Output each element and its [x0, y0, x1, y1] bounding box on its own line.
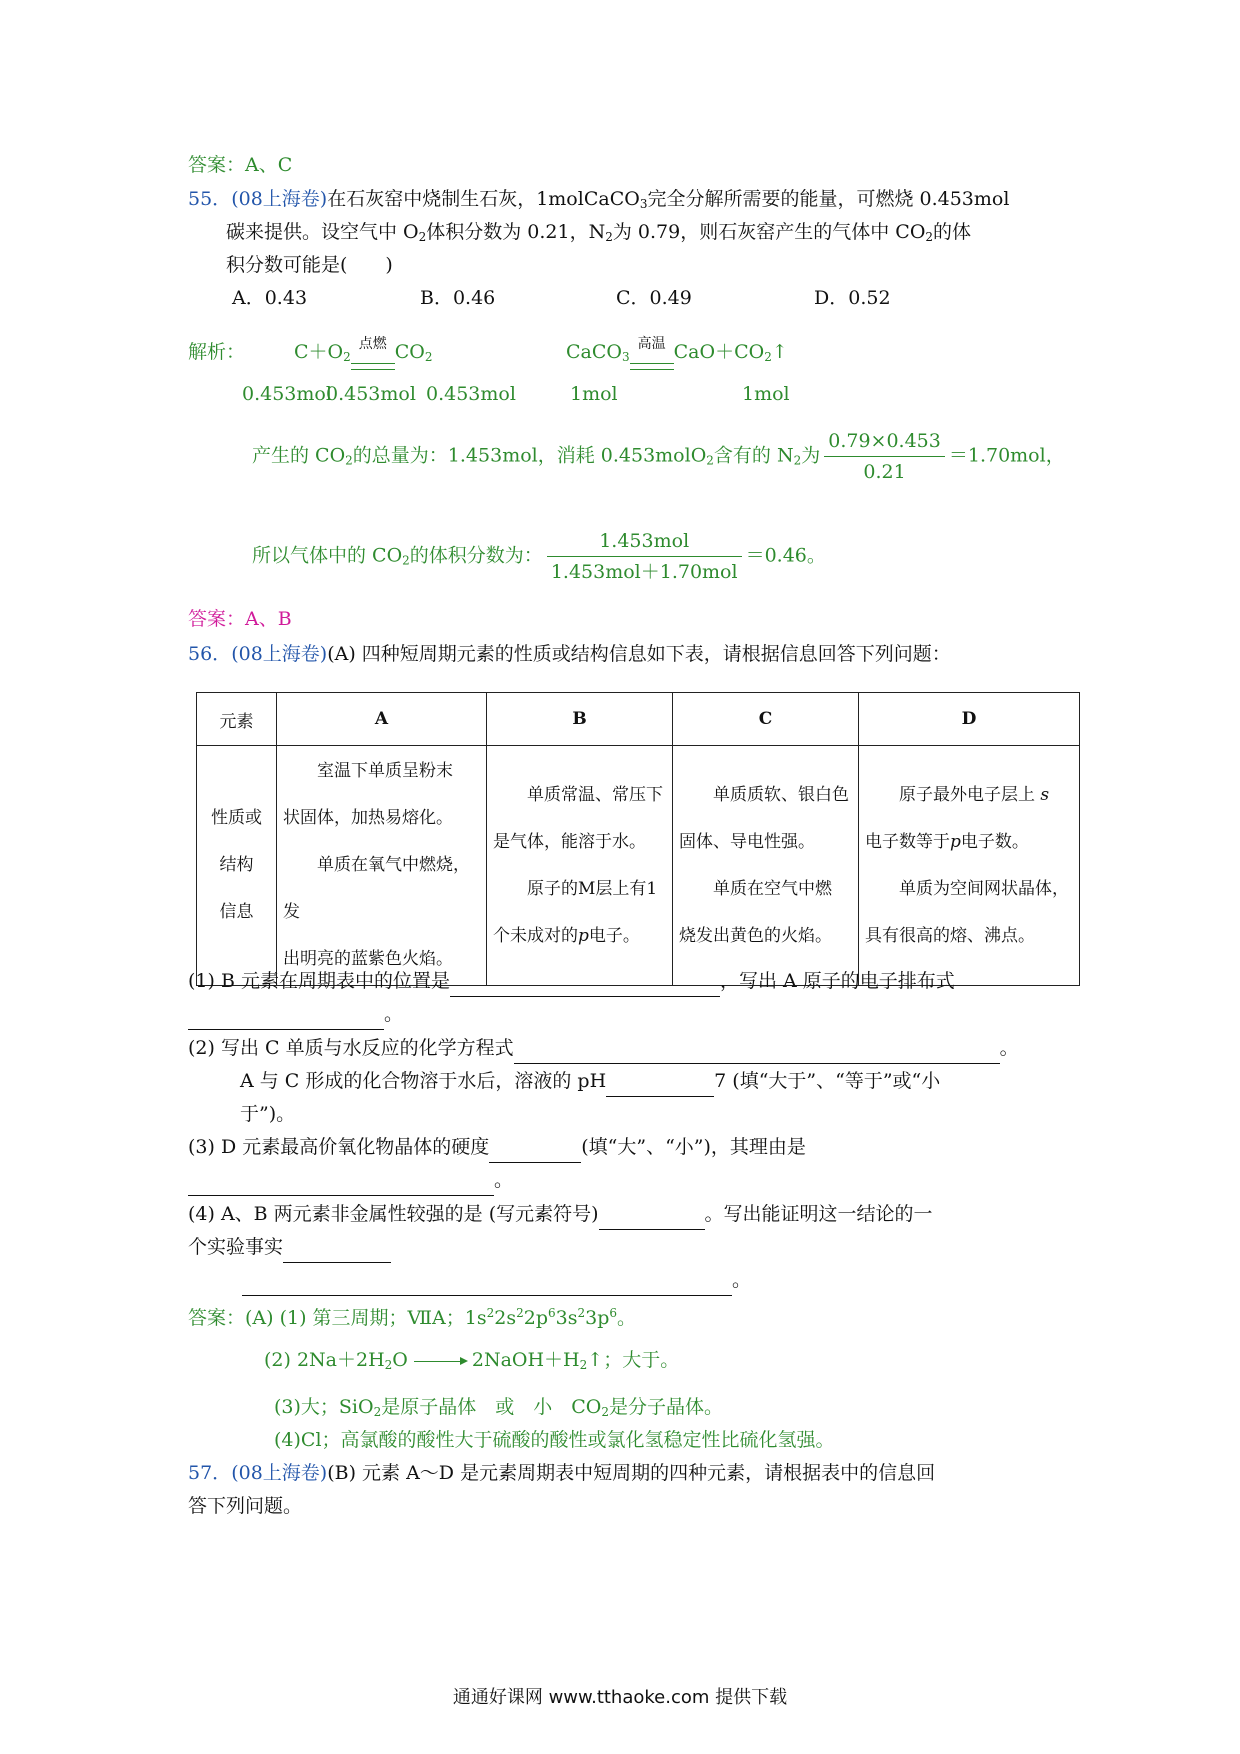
sub-2: 2 [343, 350, 351, 364]
q55-option-d: D．0.52 [814, 287, 891, 309]
answer-text: (2) 2Na＋2H [264, 1349, 385, 1371]
reaction-1 [294, 336, 433, 370]
q57-stem-2: 答下列问题。 [188, 1495, 303, 1517]
fraction-numerator: 1.453mol [599, 530, 690, 552]
q56-source: (08上海卷) [231, 643, 328, 665]
sub-3: 3 [621, 350, 630, 364]
answer-blank[interactable] [188, 1003, 384, 1030]
sub-2: 2 [925, 230, 934, 244]
q-text: 。写出能证明这一结论的一 [704, 1203, 933, 1225]
reaction-1-condition [351, 336, 395, 370]
answer-blank[interactable] [599, 1203, 705, 1230]
row-label-2: 结构 [219, 855, 254, 875]
sup-2: 2 [577, 1306, 586, 1320]
q-text: (3) D 元素最高价氧化物晶体的硬度 [188, 1136, 490, 1158]
header-b: B [487, 693, 673, 746]
q-text: 。 [999, 1037, 1019, 1059]
analysis-text: 含有的 N [713, 444, 794, 467]
q56-part1-cont [188, 1001, 403, 1030]
cell-b [487, 746, 673, 986]
page-footer: 通通好课网 www.tthaoke.com 提供下载 [452, 1687, 788, 1708]
cell-text: 单质常温、常压下 [527, 784, 663, 805]
sub-2: 2 [706, 453, 714, 468]
q56-part2 [188, 1035, 1019, 1064]
q56-answer-3 [274, 1394, 723, 1425]
reaction-2-condition [630, 336, 674, 370]
cell-text [493, 913, 666, 960]
sup-6: 6 [609, 1306, 618, 1320]
q56-answer-1 [188, 1300, 636, 1331]
q56-stem: (A) 四种短周期元素的性质或结构信息如下表，请根据信息回答下列问题： [327, 643, 951, 665]
q55-option-b: B．0.46 [420, 287, 496, 309]
cell-text: 单质在空气中燃 [713, 878, 832, 899]
cell-text [865, 772, 1073, 819]
header-a: A [277, 693, 487, 746]
cell-text: 烧发出黄色的火焰。 [679, 925, 832, 946]
sup-2: 2 [486, 1306, 495, 1320]
q-text: 个实验事实 [188, 1236, 284, 1258]
q-text: A 与 C 形成的化合物溶于水后，溶液的 pH [240, 1070, 607, 1092]
q56-answer-2 [264, 1347, 679, 1378]
header-d: D [859, 693, 1080, 746]
cell-text-part: 电子。 [588, 925, 640, 946]
sub-2: 2 [601, 1405, 609, 1419]
sub-2: 2 [424, 350, 433, 364]
q57-line1 [188, 1460, 935, 1486]
header-element: 元素 [197, 693, 277, 746]
answer-blank[interactable] [283, 1236, 391, 1263]
mol-2: 0.453mol [326, 383, 416, 405]
answer-blank[interactable] [242, 1269, 732, 1296]
s-italic: s [1040, 784, 1050, 805]
q56-line1 [188, 641, 951, 667]
cell-text: 出明亮的蓝紫色火焰。 [283, 949, 453, 969]
cell-text: 状固体，加热易熔化。 [283, 808, 453, 828]
answer-text: 。 [617, 1307, 637, 1329]
q56-part3 [188, 1134, 806, 1163]
sub-2: 2 [579, 1358, 588, 1372]
condition-text: 点燃 [358, 336, 387, 352]
q57-stem-1: (B) 元素 A～D 是元素周期表中短周期的四种元素，请根据表中的信息回 [327, 1462, 936, 1484]
sub-2: 2 [605, 230, 613, 244]
analysis-text: ＝1.70mol， [948, 444, 1065, 467]
q55-stem-1b: 完全分解所需要的能量，可燃烧 0.453mol [647, 188, 1010, 210]
sub-3: 3 [639, 197, 648, 211]
q57-source: (08上海卷) [231, 1462, 328, 1484]
q-text: 。 [732, 1269, 752, 1291]
answer-text: 是原子晶体 或 小 CO [381, 1396, 602, 1418]
sub-2: 2 [764, 350, 772, 364]
sup-2: 2 [516, 1306, 524, 1320]
fraction-numerator: 0.79×0.453 [828, 430, 941, 452]
cell-text: 室温下单质呈粉末 [317, 761, 453, 781]
reaction-2-left: CaCO [566, 341, 622, 363]
sub-2: 2 [418, 230, 427, 244]
answer-blank[interactable] [188, 1169, 494, 1196]
q55-answer: 答案：A、B [188, 608, 292, 630]
cell-text-part: 电子数等于 [865, 831, 950, 852]
answer-text: 3s [555, 1307, 578, 1329]
answer-text: 2NaOH＋H [471, 1349, 580, 1371]
q55-option-a: A．0.43 [232, 287, 308, 309]
mol-5: 1mol [742, 383, 790, 405]
fraction-2 [547, 528, 742, 585]
fraction-denominator: 1.453mol＋1.70mol [547, 556, 742, 585]
cell-text-part: 电子数。 [960, 831, 1029, 852]
q55-stem-1: 在石灰窑中烧制生石灰，1molCaCO [327, 188, 640, 210]
q55-stem-2d: 的体 [933, 221, 972, 243]
reaction-2 [566, 336, 788, 370]
analysis-text: 为 [801, 444, 821, 467]
q-text: (4) A、B 两元素非金属性较强的是 (写元素符号) [188, 1203, 599, 1225]
answer-text: 2p [523, 1307, 549, 1329]
q56-part4-line3 [242, 1267, 751, 1296]
reaction-2-right: CaO＋CO [673, 341, 765, 363]
q-text: (1) B 元素在周期表中的位置是 [188, 970, 450, 992]
table-header-row [197, 693, 1080, 746]
row-label-1: 性质或 [211, 808, 262, 828]
reaction-1-left: C＋O [294, 341, 344, 363]
q55-source: (08上海卷) [231, 188, 328, 210]
answer-text: O [392, 1349, 408, 1371]
header-c: C [673, 693, 859, 746]
analysis-line-2 [252, 528, 826, 585]
cell-text: 原子的M层上有1 [527, 878, 658, 899]
gas-arrow: ↑ [771, 341, 788, 363]
reaction-arrow-icon [414, 1361, 466, 1362]
q-text: (填“大”、“小”)，其理由是 [581, 1136, 806, 1158]
analysis-text: 产生的 CO [252, 444, 346, 467]
mol-3: 0.453mol [426, 383, 516, 405]
analysis-text: 所以气体中的 CO [252, 544, 403, 567]
answer-text: 答案：(A) (1) 第三周期；ⅦA；1s [188, 1307, 487, 1329]
q56-part2-line3: 于”)。 [240, 1103, 296, 1125]
q55-number: 55． [188, 188, 232, 210]
cell-text: 单质质软、银白色 [713, 784, 849, 805]
condition-text: 高温 [637, 336, 666, 352]
q55-stem-2c: 为 0.79，则石灰窑产生的气体中 CO [612, 221, 926, 243]
cell-a [277, 746, 487, 986]
cell-text [865, 819, 1073, 866]
q56-part4-line2 [188, 1234, 391, 1263]
q55-stem-2a: 碳来提供。设空气中 O [226, 221, 419, 243]
q-text: 7 (填“大于”、“等于”或“小 [714, 1070, 941, 1092]
double-line [351, 363, 395, 370]
answer-prev: 答案：A、C [188, 154, 293, 176]
mol-4: 1mol [570, 383, 618, 405]
q56-part3-cont [188, 1167, 513, 1196]
cell-text: 单质在氧气中燃烧，发 [283, 855, 470, 922]
cell-text: 固体、导电性强。 [679, 831, 815, 852]
sup-6: 6 [548, 1306, 556, 1320]
analysis-text: 的体积分数为： [409, 544, 543, 567]
q57-number: 57． [188, 1462, 232, 1484]
analysis-text: 的总量为：1.453mol，消耗 0.453molO [352, 444, 707, 467]
fraction-1 [824, 428, 945, 485]
answer-blank[interactable] [514, 1037, 1000, 1064]
q56-answer-4: (4)Cl；高氯酸的酸性大于硫酸的酸性或氯化氢稳定性比硫化氢强。 [274, 1429, 835, 1451]
cell-text-part: 个未成对的 [493, 925, 578, 946]
q-text: (2) 写出 C 单质与水反应的化学方程式 [188, 1037, 514, 1059]
p-italic: p [950, 831, 961, 852]
answer-text: 3p [585, 1307, 610, 1329]
answer-text: (3)大；SiO [274, 1396, 374, 1418]
q55-stem-3: 积分数可能是( ) [226, 254, 393, 276]
sub-2: 2 [793, 453, 802, 468]
cell-d [859, 746, 1080, 986]
answer-blank[interactable] [606, 1070, 714, 1097]
q56-part1 [188, 968, 955, 997]
table-row [197, 746, 1080, 986]
q55-line2 [226, 219, 971, 250]
cell-text-part: 原子最外电子层上 [899, 784, 1035, 805]
cell-text: 单质为空间网状晶体， [899, 878, 1069, 899]
q-text: ，写出 A 原子的电子排布式 [719, 970, 955, 992]
element-info-table [196, 692, 1080, 986]
answer-blank[interactable] [489, 1136, 581, 1163]
answer-text: 2s [494, 1307, 517, 1329]
sub-2: 2 [402, 553, 410, 568]
q55-stem-2b: 体积分数为 0.21，N [426, 221, 606, 243]
fraction-denominator: 0.21 [824, 456, 945, 485]
cell-text: 具有很高的熔、沸点。 [865, 925, 1035, 946]
q55-option-c: C．0.49 [616, 287, 692, 309]
row-label-3: 信息 [219, 902, 254, 922]
sub-2: 2 [384, 1358, 393, 1372]
double-line [630, 363, 674, 370]
sub-2: 2 [373, 1405, 382, 1419]
q55-line1 [188, 186, 1009, 217]
mol-1: 0.453mol [242, 383, 332, 405]
sub-2: 2 [345, 453, 353, 468]
analysis-label: 解析： [188, 341, 246, 363]
q56-number: 56． [188, 643, 232, 665]
q-text: 。 [494, 1169, 514, 1191]
cell-c [673, 746, 859, 986]
p-italic: p [578, 925, 589, 946]
answer-blank[interactable] [450, 970, 720, 997]
analysis-line-1 [252, 428, 1065, 485]
cell-text: 是气体，能溶于水。 [493, 831, 646, 852]
reaction-1-right: CO [394, 341, 425, 363]
row-label [197, 746, 277, 986]
q-text: 。 [384, 1003, 404, 1025]
answer-text: 是分子晶体。 [609, 1396, 724, 1418]
answer-text: ↑；大于。 [587, 1349, 680, 1371]
q56-part4 [188, 1201, 933, 1230]
analysis-text: ＝0.46。 [745, 544, 826, 567]
q56-part2-line2 [240, 1068, 940, 1097]
